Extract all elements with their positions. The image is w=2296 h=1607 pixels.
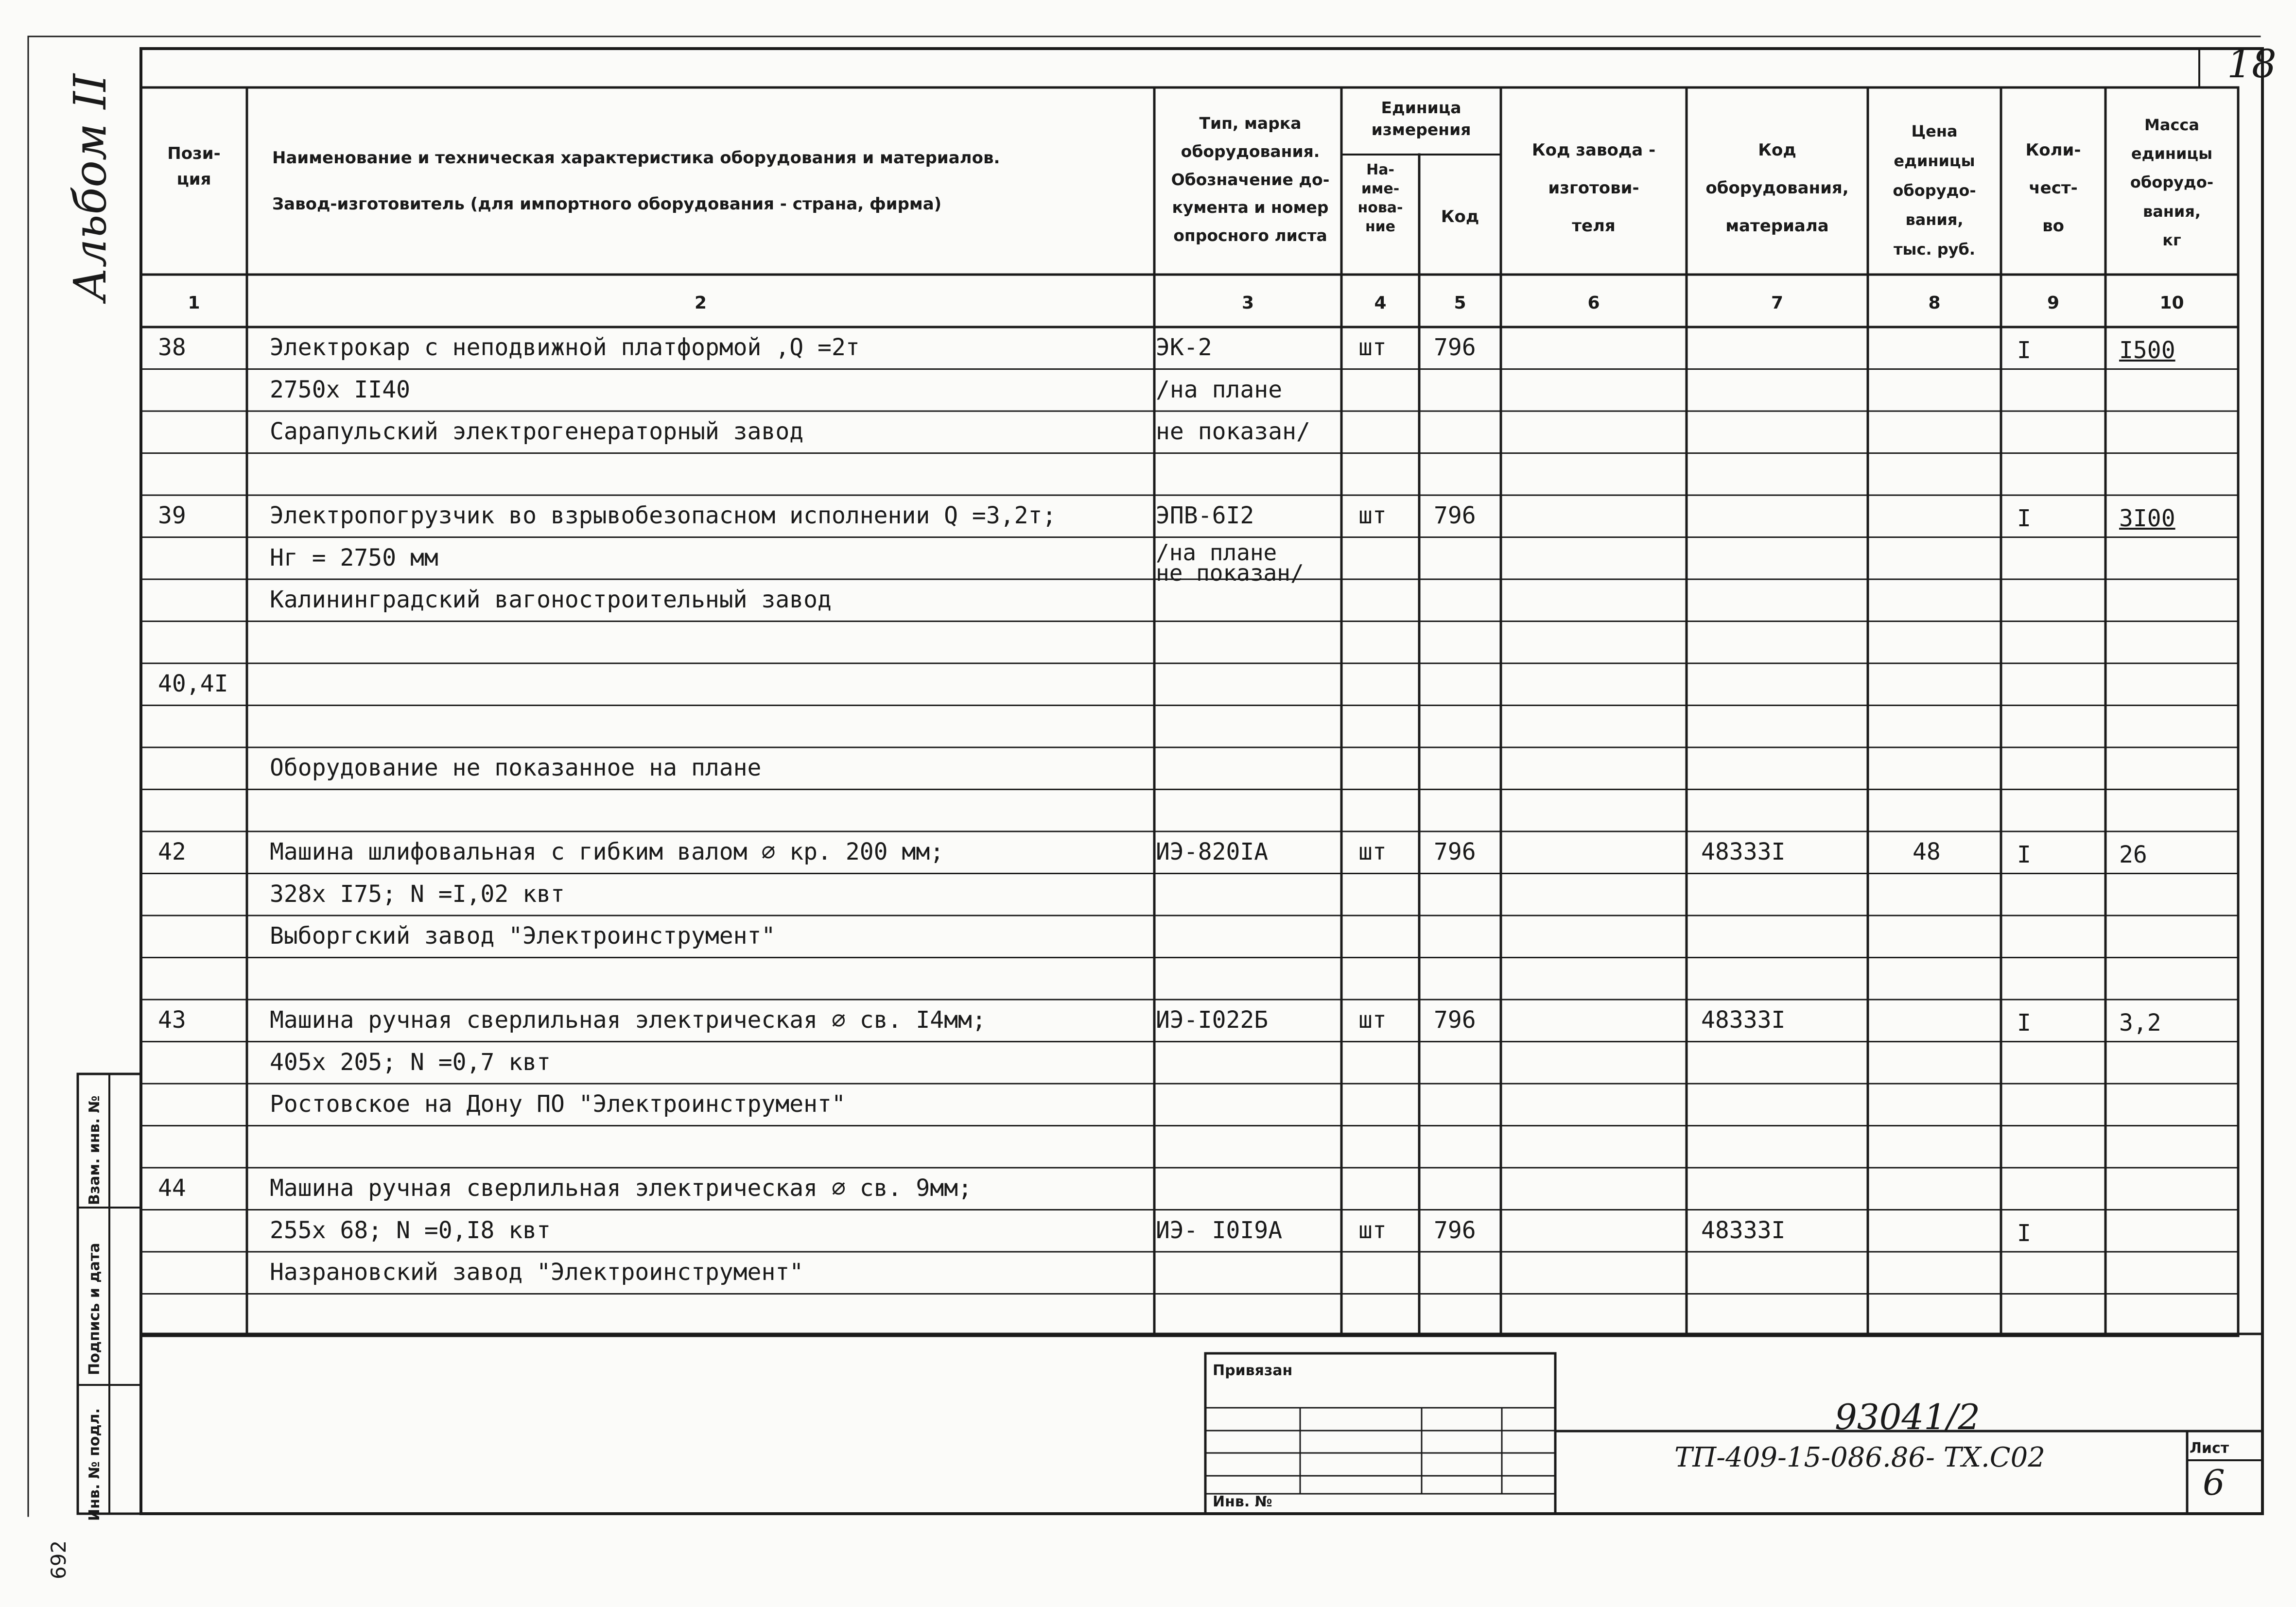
header-price-line: вания,: [1905, 210, 1964, 229]
cell-c4: шт: [1358, 838, 1387, 865]
cell-c10: 26: [2119, 841, 2147, 868]
cell-c3: не показан/: [1156, 559, 1304, 586]
cell-c2: Машина ручная сверлильная электрическая ⌀ св. I4мм;: [270, 1006, 986, 1034]
document-code: ТП-409-15-086.86- ТХ.С02: [1674, 1442, 2045, 1473]
cell-c2: Электропогрузчик во взрывобезопасном исполнении Q =3,2т;: [270, 502, 1057, 529]
header-unit-name-line: На-: [1366, 161, 1394, 178]
cell-c2: 328х I75; N =I,02 квт: [270, 880, 565, 908]
column-number: 8: [1928, 293, 1941, 313]
cell-c3: не показан/: [1156, 418, 1310, 445]
header-name: [272, 135, 1147, 227]
header-equipment-code-line: материала: [1725, 216, 1829, 236]
header-unit-name-line: нова-: [1357, 199, 1403, 216]
cell-pos: 38: [158, 334, 186, 361]
cell-c7: 48333I: [1701, 838, 1786, 865]
header-price-line: Цена: [1911, 122, 1958, 140]
header-mass-line: Масса: [2144, 116, 2199, 134]
header-quantity: [2001, 131, 2105, 245]
header-mass-line: оборудо-: [2130, 173, 2214, 192]
cell-c2: 405х 205; N =0,7 квт: [270, 1048, 551, 1076]
cell-c9: I: [2017, 505, 2031, 532]
cell-c3: ИЭ-I022Б: [1156, 1006, 1269, 1034]
header-price-line: тыс. руб.: [1893, 240, 1975, 259]
cell-c2: Электрокар с неподвижной платформой ,Q =2т: [270, 334, 860, 361]
header-equipment-code-line: Код: [1758, 140, 1796, 160]
header-quantity-line: Коли-: [2025, 140, 2081, 160]
stamp-podpis: Подпись и дата: [86, 1243, 103, 1375]
cell-c10: I500: [2119, 337, 2175, 364]
header-position-line: ция: [176, 169, 211, 189]
cell-c5: 796: [1434, 838, 1476, 865]
header-unit-name-line: ние: [1365, 218, 1396, 235]
cell-c2: Машина шлифовальная с гибким валом ⌀ кр. 200 мм;: [270, 838, 944, 865]
header-unit-line: Единица: [1381, 98, 1461, 117]
header-unit: [1341, 97, 1501, 140]
header-factory-code-line: Код завода -: [1531, 140, 1656, 160]
cell-c5: 796: [1434, 1216, 1476, 1244]
header-mass: [2105, 111, 2238, 255]
header-factory-code-line: изготови-: [1548, 178, 1639, 198]
cell-c2: Оборудование не показанное на плане: [270, 754, 762, 781]
header-quantity-line: во: [2042, 216, 2064, 236]
cell-c2: Ростовское на Дону ПО "Электроинструмент": [270, 1090, 846, 1118]
cell-pos: 43: [158, 1006, 186, 1034]
cell-c10: 3,2: [2119, 1009, 2161, 1037]
cell-c3: ИЭ- I0I9А: [1156, 1216, 1283, 1244]
sheet-number: 18: [2227, 41, 2277, 86]
cell-c2: Назрановский завод "Электроинструмент": [270, 1259, 804, 1286]
header-unit-code: Код: [1441, 207, 1479, 226]
column-number: 2: [694, 293, 707, 313]
cell-c2: 2750х II40: [270, 376, 410, 403]
album-label: Альбом II: [64, 73, 116, 301]
cell-c9: I: [2017, 841, 2031, 868]
privyazan-label: Привязан: [1213, 1362, 1293, 1379]
column-number: 3: [1241, 293, 1254, 313]
header-equipment-code-line: оборудования,: [1705, 178, 1849, 198]
header-type: [1159, 109, 1341, 250]
cell-c9: I: [2017, 1219, 2031, 1247]
cell-c5: 796: [1434, 334, 1476, 361]
header-price-line: оборудо-: [1893, 181, 1976, 200]
cell-c4: шт: [1358, 1216, 1387, 1244]
header-name-line: Завод-изготовитель (для импортного оборудования - страна, фирма): [272, 194, 942, 214]
header-unit-name: [1341, 160, 1419, 236]
cell-c2: Нг = 2750 мм: [270, 544, 438, 571]
cell-c7: 48333I: [1701, 1006, 1786, 1034]
column-number: 10: [2159, 293, 2184, 313]
column-number: 7: [1771, 293, 1784, 313]
cell-c8: 48: [1913, 838, 1941, 865]
header-price: [1868, 117, 2001, 264]
cell-c3: ЭК-2: [1156, 334, 1212, 361]
stamp-inv-podl: Инв. № подл.: [86, 1408, 103, 1521]
cell-c5: 796: [1434, 502, 1476, 529]
column-number: 4: [1374, 293, 1387, 313]
cell-c4: шт: [1358, 334, 1387, 361]
header-equipment-code: [1687, 131, 1868, 245]
cell-c2: Калининградский вагоностроительный завод: [270, 586, 832, 613]
stamp-vzam: Взам. инв. №: [86, 1095, 103, 1205]
cell-pos: 42: [158, 838, 186, 865]
cell-pos: 44: [158, 1175, 186, 1202]
header-mass-line: единицы: [2131, 144, 2213, 163]
cell-c10: 3I00: [2119, 505, 2175, 532]
header-mass-line: кг: [2162, 230, 2181, 249]
header-position-line: Пози-: [167, 144, 221, 163]
cell-c3: ИЭ-820IА: [1156, 838, 1269, 865]
column-number: 1: [188, 293, 200, 313]
header-type-line: кумента и номер: [1172, 198, 1329, 217]
inv-no-label: Инв. №: [1213, 1493, 1272, 1510]
header-factory-code-line: теля: [1572, 216, 1616, 236]
column-number: 9: [2047, 293, 2060, 313]
header-unit-name-line: име-: [1361, 180, 1400, 197]
archive-number: 93041/2: [1835, 1397, 1981, 1437]
cell-c2: Сарапульский электрогенераторный завод: [270, 418, 804, 445]
cell-pos: 40,4I: [158, 670, 228, 697]
header-name-line: Наименование и техническая характеристика оборудования и материалов.: [272, 148, 1000, 168]
cell-c4: шт: [1358, 1006, 1387, 1034]
cell-pos: 39: [158, 502, 186, 529]
header-price-line: единицы: [1894, 151, 1975, 170]
cell-c9: I: [2017, 1009, 2031, 1037]
header-unit-line: измерения: [1371, 120, 1471, 139]
header-type-line: оборудования.: [1181, 141, 1320, 161]
column-number: 6: [1587, 293, 1600, 313]
header-position: [141, 141, 247, 192]
cell-c7: 48333I: [1701, 1216, 1786, 1244]
cell-c2: Машина ручная сверлильная электрическая ⌀ св. 9мм;: [270, 1175, 972, 1202]
header-mass-line: вания,: [2142, 202, 2201, 221]
column-number: 5: [1454, 293, 1466, 313]
cell-c9: I: [2017, 337, 2031, 364]
header-type-line: Тип, марка: [1199, 114, 1302, 133]
cell-c5: 796: [1434, 1006, 1476, 1034]
header-type-line: Обозначение до-: [1171, 170, 1330, 189]
cell-c3: /на плане: [1156, 539, 1277, 566]
header-quantity-line: чест-: [2029, 178, 2078, 198]
list-label: Лист: [2190, 1440, 2229, 1457]
list-value: 6: [2203, 1462, 2225, 1503]
header-type-line: опросного листа: [1173, 226, 1327, 245]
cell-c4: шт: [1358, 502, 1387, 529]
cell-c3: ЭПВ-6I2: [1156, 502, 1254, 529]
cell-c2: 255х 68; N =0,I8 квт: [270, 1216, 551, 1244]
side-page-number: 692: [47, 1540, 70, 1579]
header-factory-code: [1501, 131, 1687, 245]
cell-c2: Выборгский завод "Электроинструмент": [270, 922, 776, 950]
cell-c3: /на плане: [1156, 376, 1283, 403]
